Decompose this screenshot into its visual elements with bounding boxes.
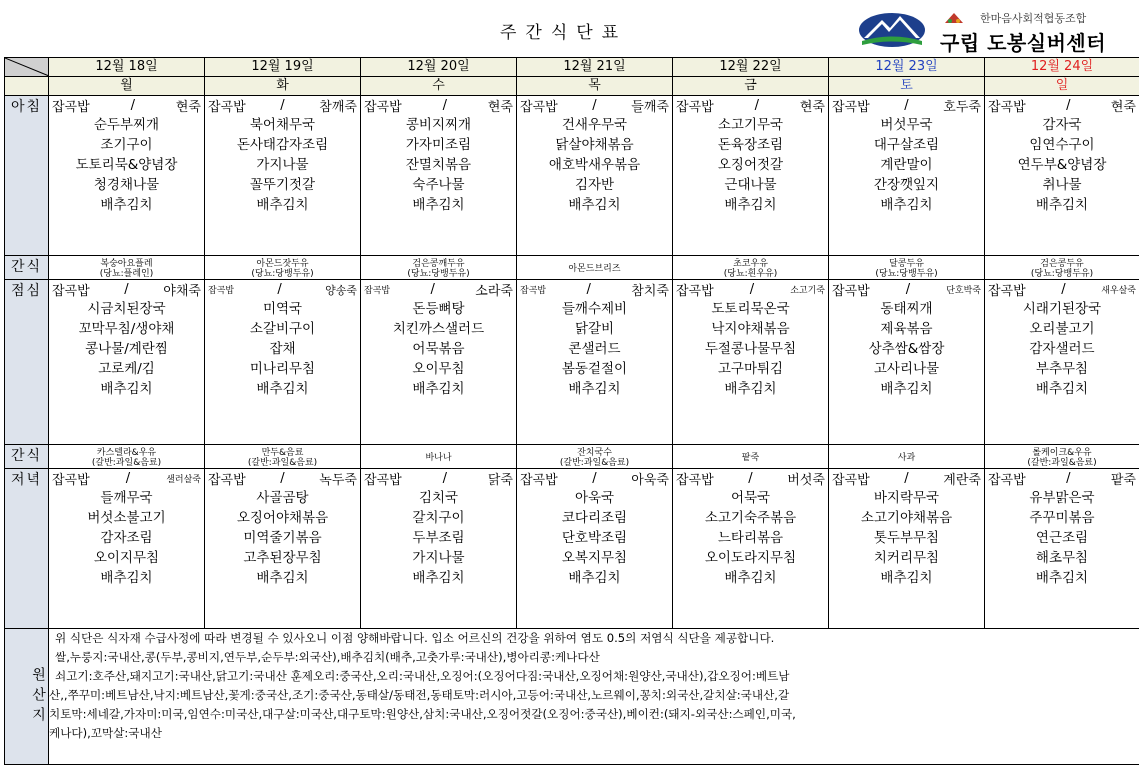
dish-item: 코다리조림 [561, 510, 628, 526]
dish-item: 가자미조림 [405, 137, 472, 153]
separator: / [277, 282, 282, 297]
meal-cell [829, 280, 985, 445]
snack-cell [829, 256, 985, 280]
dish-item: 미역국 [262, 301, 303, 317]
porridge-label: 닭죽 [487, 473, 513, 488]
date-header-sunday: 12월 24일 [985, 58, 1139, 77]
origin-line: 산,,쭈꾸미:베트남산,낙지:베트남산,꽃게:중국산,조기:중국산,동태살/동태전,동태토막:러시아,고등어:국내산,노르웨이,꽁치:외국산,갈치살:국내산,갈 [49, 688, 790, 702]
meal-cell [673, 469, 829, 629]
dish-item: 꼴뚜기젓갈 [249, 177, 316, 193]
porridge-label: 호두죽 [943, 100, 981, 115]
page-title: 주간식단표 [500, 23, 628, 43]
date-header: 12월 22일 [673, 58, 829, 77]
rice-label: 잡곡밥 [832, 100, 870, 115]
snack-cell [829, 445, 985, 469]
separator: / [125, 471, 131, 486]
snack-diabetic-alt: (갈반:과일&음료) [1027, 458, 1097, 468]
separator: / [1066, 471, 1071, 486]
rice-label: 잡곡밥 [208, 286, 235, 296]
snack-cell [205, 256, 361, 280]
dish-item: 도토리묵온국 [711, 301, 790, 317]
rice-label: 잡곡밥 [364, 100, 402, 115]
snack-name: 초코우유 [733, 259, 768, 269]
dish-item: 들깨수제비 [561, 301, 628, 317]
snack-name: 달콩두유 [889, 259, 924, 269]
meal-cell [829, 469, 985, 629]
snack-cell [517, 445, 673, 469]
mountain-logo-icon [858, 8, 926, 48]
dish-item: 두부조림 [412, 530, 465, 546]
dish-item: 잡채 [269, 341, 296, 357]
porridge-label: 새우살죽 [1101, 286, 1136, 296]
snack-name: 아몬드잣두유 [256, 259, 309, 269]
dish-item: 순두부찌개 [93, 117, 160, 133]
dish-item: 배추김치 [568, 381, 621, 397]
dish-item: 잔멸치볶음 [405, 157, 472, 173]
porridge-label: 버섯죽 [787, 473, 825, 488]
separator: / [442, 98, 447, 113]
porridge-label: 계란죽 [943, 473, 981, 488]
rice-porridge-line [673, 96, 828, 115]
separator: / [592, 98, 597, 113]
dish-item: 배추김치 [880, 197, 933, 213]
rice-label: 잡곡밥 [520, 286, 547, 296]
dish-item: 오이지무침 [93, 550, 160, 566]
rice-label: 잡곡밥 [676, 100, 714, 115]
date-header: 12월 21일 [517, 58, 673, 77]
rice-porridge-line [517, 96, 672, 115]
dish-item: 배추김치 [724, 570, 777, 586]
snack-cell [985, 445, 1139, 469]
dish-item: 사골곰탕 [256, 490, 309, 506]
dish-item: 돈등뼈탕 [412, 301, 465, 317]
dish-item: 버섯무국 [880, 117, 933, 133]
dish-item: 건새우무국 [561, 117, 628, 133]
meal-cell [205, 96, 361, 256]
dish-item: 배추김치 [100, 197, 153, 213]
rice-label: 잡곡밥 [52, 473, 90, 488]
snack-cell [985, 256, 1139, 280]
snack-name: 복숭아요플레 [100, 259, 153, 269]
dish-item: 콩나물/계란찜 [85, 341, 168, 357]
dish-item: 대구살조림 [873, 137, 940, 153]
rice-porridge-line [361, 469, 516, 488]
snack-name: 카스텔라&우유 [96, 448, 157, 458]
rice-porridge-line [985, 280, 1139, 299]
rice-label: 잡곡밥 [208, 473, 246, 488]
rice-porridge-line [673, 280, 828, 299]
rice-porridge-line [205, 469, 360, 488]
dish-item: 배추김치 [724, 381, 777, 397]
snack-cell [205, 445, 361, 469]
rice-porridge-line [517, 280, 672, 299]
dish-item: 숙주나물 [412, 177, 465, 193]
dish-item: 어묵볶음 [412, 341, 465, 357]
dish-item: 배추김치 [880, 570, 933, 586]
dish-item: 감자국 [1042, 117, 1082, 133]
snack-diabetic-alt: (갈반:과일&음료) [559, 458, 630, 468]
porridge-label: 단호박죽 [946, 286, 981, 296]
rice-label: 잡곡밥 [520, 473, 558, 488]
snack-name: 검은콩두유 [1040, 259, 1084, 269]
dish-item: 오복지무침 [561, 550, 628, 566]
separator: / [904, 471, 909, 486]
meal-cell [49, 469, 205, 629]
rice-label: 잡곡밥 [364, 473, 402, 488]
snack-diabetic-alt: (당뇨:플레인) [99, 269, 154, 279]
dish-item: 소고기무국 [717, 117, 784, 133]
rice-porridge-line [673, 469, 828, 488]
dish-item: 상추쌈&쌈장 [868, 341, 945, 357]
dish-item: 고구마튀김 [717, 361, 784, 377]
org-sub-name: 한마음사회적협동조합 [980, 12, 1087, 25]
snack-cell [49, 256, 205, 280]
dish-item: 꼬막무침/생야채 [78, 321, 175, 337]
date-header: 12월 18일 [49, 58, 205, 77]
dish-item: 김치국 [418, 490, 459, 506]
separator: / [592, 471, 597, 486]
porridge-label: 참깨죽 [319, 100, 357, 115]
porridge-label: 소라죽 [475, 284, 513, 299]
dish-item: 배추김치 [880, 381, 933, 397]
meal-cell [673, 280, 829, 445]
weekday-header: 화 [205, 77, 361, 96]
snack-name: 만두&음료 [261, 448, 304, 458]
corner-cell [5, 58, 49, 77]
dish-item: 소고기야채볶음 [860, 510, 953, 526]
snack-cell [361, 256, 517, 280]
meal-cell [985, 280, 1139, 445]
porridge-label: 양송죽 [325, 283, 357, 297]
separator: / [1066, 98, 1071, 113]
dish-item: 봄동겉절이 [561, 361, 628, 377]
dish-item: 배추김치 [724, 197, 777, 213]
porridge-label: 현죽 [175, 100, 201, 115]
rice-label: 잡곡밥 [52, 100, 90, 115]
meal-cell [985, 469, 1139, 629]
dish-item: 콩비지찌개 [405, 117, 472, 133]
rice-label: 잡곡밥 [832, 284, 870, 299]
dish-item: 감자조림 [100, 530, 153, 546]
dish-item: 콘샐러드 [568, 341, 621, 357]
dish-item: 시래기된장국 [1022, 301, 1102, 317]
dish-item: 배추김치 [100, 570, 153, 586]
weekday-header-saturday: 토 [829, 77, 985, 96]
rice-porridge-line [205, 96, 360, 115]
meal-cell [985, 96, 1139, 256]
snack-cell [49, 445, 205, 469]
dish-item: 시금치된장국 [87, 301, 166, 317]
snack-diabetic-alt: (당뇨:당뱅두유) [1030, 269, 1094, 279]
date-header-saturday: 12월 23일 [829, 58, 985, 77]
dish-item: 고로케/김 [98, 361, 155, 377]
dish-item: 갈치구이 [412, 510, 465, 526]
dish-item: 치커리무침 [873, 550, 940, 566]
dish-item: 어묵국 [730, 490, 771, 506]
dish-item: 단호박조림 [561, 530, 628, 546]
porridge-label: 현죽 [799, 100, 825, 115]
date-header: 12월 20일 [361, 58, 517, 77]
separator: / [430, 282, 435, 297]
dish-item: 청경채나물 [93, 177, 160, 193]
meal-cell [673, 96, 829, 256]
snack-diabetic-alt: (갈반:과일&음료) [91, 458, 162, 468]
separator: / [1061, 282, 1066, 297]
dish-item: 배추김치 [1035, 381, 1089, 397]
dish-item: 배추김치 [256, 570, 309, 586]
dish-item: 미역줄기볶음 [243, 530, 322, 546]
dish-item: 취나물 [1042, 177, 1082, 193]
porridge-label: 샐러살죽 [166, 475, 201, 485]
dish-item: 돈육장조림 [717, 137, 784, 153]
separator: / [442, 471, 447, 486]
date-header: 12월 19일 [205, 58, 361, 77]
dish-item: 오리불고기 [1029, 321, 1095, 337]
dish-item: 들깨무국 [100, 490, 153, 506]
dish-item: 오징어젓갈 [717, 157, 784, 173]
dish-item: 미나리무침 [249, 361, 316, 377]
meal-cell [829, 96, 985, 256]
dish-item: 고추된장무침 [243, 550, 322, 566]
dish-item: 유부맑은국 [1029, 490, 1095, 506]
row-label-origin: 원산지 [5, 629, 49, 765]
dish-item: 동태찌개 [880, 301, 933, 317]
dish-item: 고사리나물 [873, 361, 940, 377]
porridge-label: 현죽 [487, 100, 513, 115]
diagonal-line-icon [5, 58, 49, 76]
porridge-label: 들깨죽 [631, 100, 669, 115]
separator: / [280, 98, 285, 113]
meal-cell [361, 280, 517, 445]
dish-item: 연근조림 [1035, 530, 1089, 546]
rice-label: 잡곡밥 [676, 284, 714, 299]
dish-item: 두절콩나물무침 [704, 341, 797, 357]
rice-porridge-line [985, 469, 1139, 488]
dish-item: 배추김치 [412, 570, 465, 586]
rice-label: 잡곡밥 [988, 100, 1026, 115]
snack-diabetic-alt: (갈반:과일&음료) [247, 458, 318, 468]
porridge-label: 녹두죽 [319, 473, 357, 488]
snack-cell [673, 445, 829, 469]
snack-name: 팥죽 [741, 453, 760, 463]
rice-porridge-line [49, 469, 204, 488]
porridge-label: 소고기죽 [790, 286, 825, 296]
meal-cell [517, 280, 673, 445]
porridge-label: 현죽 [1110, 100, 1136, 115]
origin-line: 쌀,누룽지:국내산,콩(두부,콩비지,연두부,순두부:외국산),배추김치(배추,고춧가루:국내산),병아리콩:케나다산 [55, 650, 600, 664]
dish-item: 감자샐러드 [1029, 341, 1095, 357]
dish-item: 계란말이 [880, 157, 933, 173]
row-label-snack: 간식 [5, 256, 49, 280]
dish-item: 배추김치 [568, 570, 621, 586]
weekday-header: 수 [361, 77, 517, 96]
snack-cell [361, 445, 517, 469]
separator: / [754, 98, 759, 113]
origin-line: 쇠고기:호주산,돼지고기:국내산,닭고기:국내산 훈제오리:중국산,오리:국내산,오징어:(오징어다짐:국내산,오징어채:원양산,국내산),갑오징어:베트남 [55, 669, 790, 683]
rice-label: 잡곡밥 [520, 100, 558, 115]
dish-item: 느타리볶음 [717, 530, 784, 546]
dish-item: 배추김치 [1035, 197, 1089, 213]
dish-item: 닭갈비 [574, 321, 615, 337]
dish-item: 치킨까스샐러드 [392, 321, 485, 337]
rice-label: 잡곡밥 [988, 473, 1026, 488]
dish-item: 김자반 [574, 177, 615, 193]
dish-item: 북어채무국 [249, 117, 316, 133]
meal-cell [517, 469, 673, 629]
meal-cell [49, 280, 205, 445]
weekday-header: 목 [517, 77, 673, 96]
dish-item: 배추김치 [412, 381, 465, 397]
snack-name: 사과 [897, 453, 916, 463]
rice-porridge-line [829, 469, 984, 488]
rice-porridge-line [49, 280, 204, 299]
blank-cell [5, 77, 49, 96]
menu-notice: 위 식단은 식자재 수급사정에 따라 변경될 수 있사오니 이점 양해바랍니다. 입소 어르신의 건강을 위하여 염도 0.5의 저염식 식단을 제공합니다. [55, 631, 775, 645]
org-logo [858, 8, 1128, 55]
row-label-breakfast: 아침 [5, 96, 49, 256]
dish-item: 닭살야채볶음 [555, 137, 634, 153]
meal-cell [205, 469, 361, 629]
separator: / [586, 282, 591, 297]
separator: / [905, 282, 911, 297]
dish-item: 배추김치 [100, 381, 153, 397]
row-label-dinner: 저녁 [5, 469, 49, 629]
dish-item: 배추김치 [256, 197, 309, 213]
meal-cell [517, 96, 673, 256]
porridge-label: 야채죽 [163, 284, 201, 299]
dish-item: 근대나물 [724, 177, 777, 193]
rice-porridge-line [49, 96, 204, 115]
meal-cell [361, 469, 517, 629]
row-label-snack: 간식 [5, 445, 49, 469]
origin-notice-cell [49, 629, 1139, 765]
rice-label: 잡곡밥 [988, 284, 1026, 299]
origin-line: 치토막:세네갈,가자미:미국,임연수:미국산,대구살:미국산,대구토막:원양산,삼치:국내산,오징어젓갈(오징어:중국산),베이컨:(돼지-외국산:스페인,미국, [49, 707, 796, 721]
dish-item: 낙지야채볶음 [711, 321, 790, 337]
dish-item: 버섯소불고기 [87, 510, 166, 526]
snack-name: 잔치국수 [577, 448, 612, 458]
rice-label: 잡곡밥 [832, 473, 870, 488]
separator: / [280, 471, 285, 486]
porridge-label: 아욱죽 [631, 473, 669, 488]
snack-diabetic-alt: (당뇨:흰우유) [723, 269, 778, 279]
meal-cell [49, 96, 205, 256]
rice-label: 잡곡밥 [676, 473, 714, 488]
snack-name: 아몬드브리즈 [568, 264, 621, 274]
dish-item: 간장깻잎지 [873, 177, 940, 193]
dish-item: 오이무침 [412, 361, 465, 377]
weekday-header: 월 [49, 77, 205, 96]
snack-diabetic-alt: (당뇨:당뱅두유) [407, 269, 470, 279]
snack-diabetic-alt: (당뇨:당뱅두유) [875, 269, 938, 279]
rice-label: 잡곡밥 [208, 100, 246, 115]
rice-label: 잡곡밥 [364, 286, 391, 296]
separator: / [904, 98, 909, 113]
rice-porridge-line [517, 469, 672, 488]
dish-item: 아욱국 [574, 490, 615, 506]
porridge-label: 팥죽 [1110, 473, 1136, 488]
snack-name: 바나나 [425, 453, 452, 463]
rice-label: 잡곡밥 [52, 284, 90, 299]
dish-item: 돈사태감자조림 [236, 137, 329, 153]
rice-porridge-line [361, 280, 516, 299]
separator: / [749, 282, 755, 297]
dish-item: 배추김치 [412, 197, 465, 213]
dish-item: 조기구이 [100, 137, 153, 153]
dish-item: 가지나물 [256, 157, 309, 173]
separator: / [748, 471, 753, 486]
rice-porridge-line [985, 96, 1139, 115]
row-label-lunch: 점심 [5, 280, 49, 445]
dish-item: 오징어야채볶음 [236, 510, 329, 526]
dish-item: 애호박새우볶음 [548, 157, 641, 173]
dish-item: 바지락무국 [873, 490, 940, 506]
dish-item: 배추김치 [256, 381, 309, 397]
org-main-name: 구립 도봉실버센터 [940, 31, 1107, 55]
dish-item: 연두부&양념장 [1017, 157, 1107, 173]
origin-line: 케나다),꼬막살:국내산 [49, 726, 162, 740]
dish-item: 소고기숙주볶음 [704, 510, 797, 526]
dish-item: 가지나물 [412, 550, 465, 566]
snack-cell [673, 256, 829, 280]
separator: / [124, 282, 129, 297]
weekday-header-sunday: 일 [985, 77, 1139, 96]
snack-diabetic-alt: (당뇨:당뱅두유) [251, 269, 314, 279]
rice-porridge-line [829, 280, 984, 299]
weekly-menu-table [4, 57, 1139, 765]
dish-item: 임연수구이 [1029, 137, 1095, 153]
people-icon [944, 12, 964, 24]
rice-porridge-line [361, 96, 516, 115]
rice-porridge-line [205, 280, 360, 299]
dish-item: 주꾸미볶음 [1029, 510, 1095, 526]
dish-item: 배추김치 [1035, 570, 1089, 586]
dish-item: 도토리묵&양념장 [75, 157, 178, 173]
separator: / [130, 98, 135, 113]
rice-porridge-line [829, 96, 984, 115]
dish-item: 배추김치 [568, 197, 621, 213]
dish-item: 제육볶음 [880, 321, 933, 337]
meal-cell [361, 96, 517, 256]
dish-item: 소갈비구이 [249, 321, 316, 337]
weekday-header: 금 [673, 77, 829, 96]
snack-name: 검은콩깨두유 [412, 259, 465, 269]
dish-item: 톳두부무침 [873, 530, 940, 546]
snack-cell [517, 256, 673, 280]
snack-name: 롤케이크&우유 [1032, 448, 1092, 458]
porridge-label: 참치죽 [631, 284, 669, 299]
dish-item: 부추무침 [1035, 361, 1089, 377]
dish-item: 오이도라지무침 [704, 550, 797, 566]
dish-item: 해초무침 [1035, 550, 1089, 566]
meal-cell [205, 280, 361, 445]
